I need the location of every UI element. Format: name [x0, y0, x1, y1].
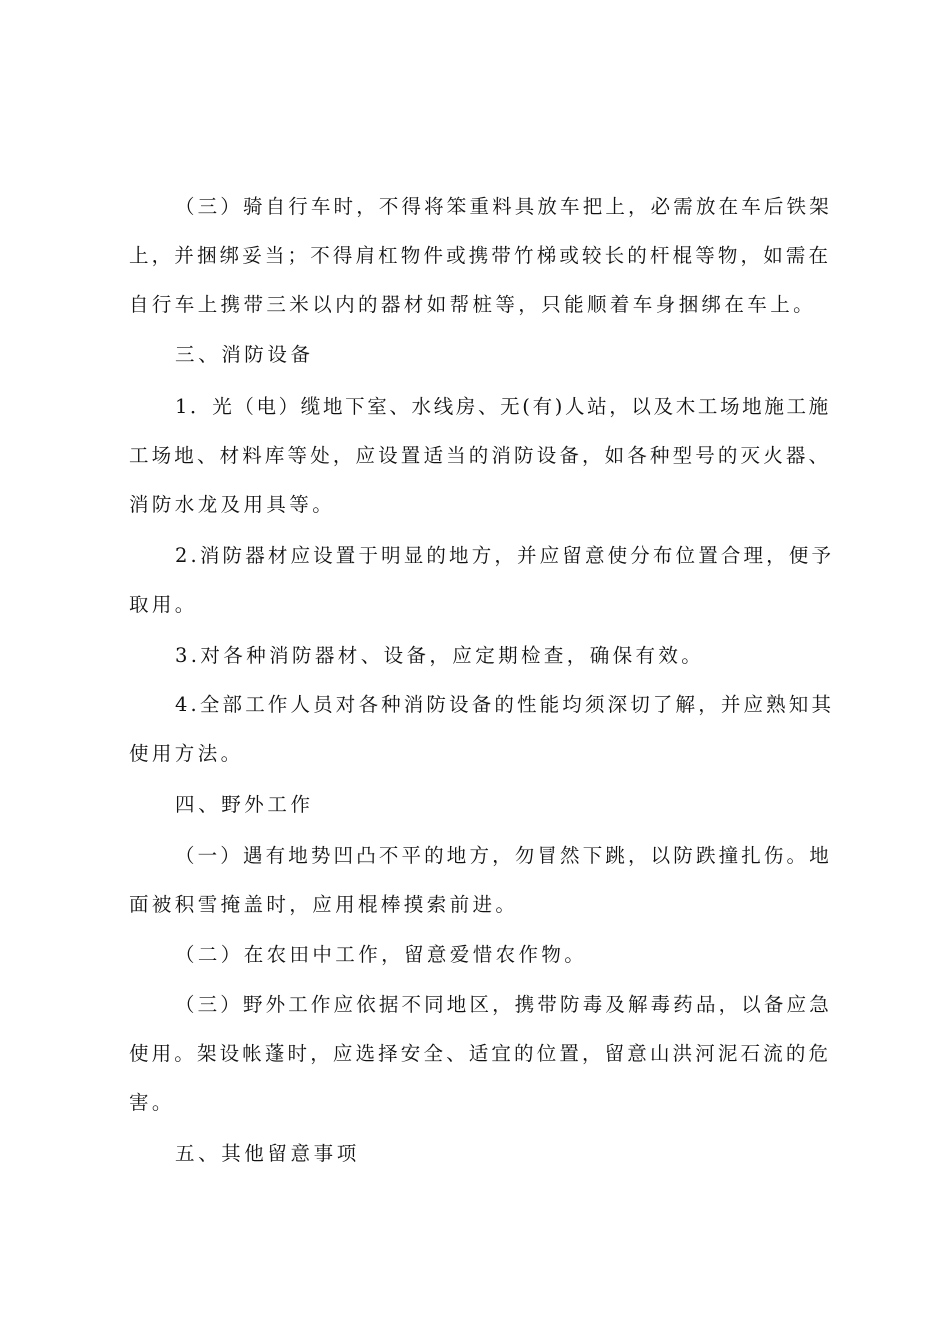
- paragraph-fire-1-line-2: 工场地、材料库等处，应设置适当的消防设备，如各种型号的灭火器、: [129, 444, 832, 467]
- paragraph-riding-3-line-2: 上，并捆绑妥当；不得肩杠物件或携带竹梯或较长的杆棍等物，如需在: [129, 244, 832, 267]
- paragraph-field-1-line-1: （一）遇有地势凹凸不平的地方，勿冒然下跳，以防跌撞扎伤。地: [175, 844, 832, 867]
- paragraph-riding-3-line-3: 自行车上携带三米以内的器材如帮桩等，只能顺着车身捆绑在车上。: [129, 293, 817, 316]
- paragraph-fire-3-line-1: 3.对各种消防器材、设备，应定期检查，确保有效。: [175, 644, 705, 667]
- section-heading-fire-equipment: 三、消防设备: [175, 343, 314, 366]
- paragraph-field-2-line-1: （二）在农田中工作，留意爱惜农作物。: [175, 943, 588, 966]
- paragraph-fire-4-line-1: 4.全部工作人员对各种消防设备的性能均须深切了解，并应熟知其: [175, 693, 835, 716]
- paragraph-fire-2-line-2: 取用。: [129, 593, 198, 616]
- paragraph-field-1-line-2: 面被积雪掩盖时，应用棍棒摸索前进。: [129, 893, 519, 916]
- section-heading-field-work: 四、野外工作: [175, 793, 314, 816]
- paragraph-fire-1-line-3: 消防水龙及用具等。: [129, 493, 336, 516]
- paragraph-field-3-line-1: （三）野外工作应依据不同地区，携带防毒及解毒药品，以备应急: [175, 993, 832, 1016]
- paragraph-fire-2-line-1: 2.消防器材应设置于明显的地方，并应留意使分布位置合理，便予: [175, 544, 835, 567]
- paragraph-riding-3-line-1: （三）骑自行车时，不得将笨重料具放车把上，必需放在车后铁架: [175, 195, 832, 218]
- section-heading-other-notes: 五、其他留意事项: [175, 1142, 360, 1165]
- paragraph-field-3-line-2: 使用。架设帐蓬时，应选择安全、适宜的位置，留意山洪河泥石流的危: [129, 1042, 832, 1065]
- paragraph-field-3-line-3: 害。: [129, 1091, 175, 1114]
- paragraph-fire-4-line-2: 使用方法。: [129, 742, 244, 765]
- paragraph-fire-1-line-1: 1．光（电）缆地下室、水线房、无(有)人站，以及木工场地施工施: [175, 395, 831, 418]
